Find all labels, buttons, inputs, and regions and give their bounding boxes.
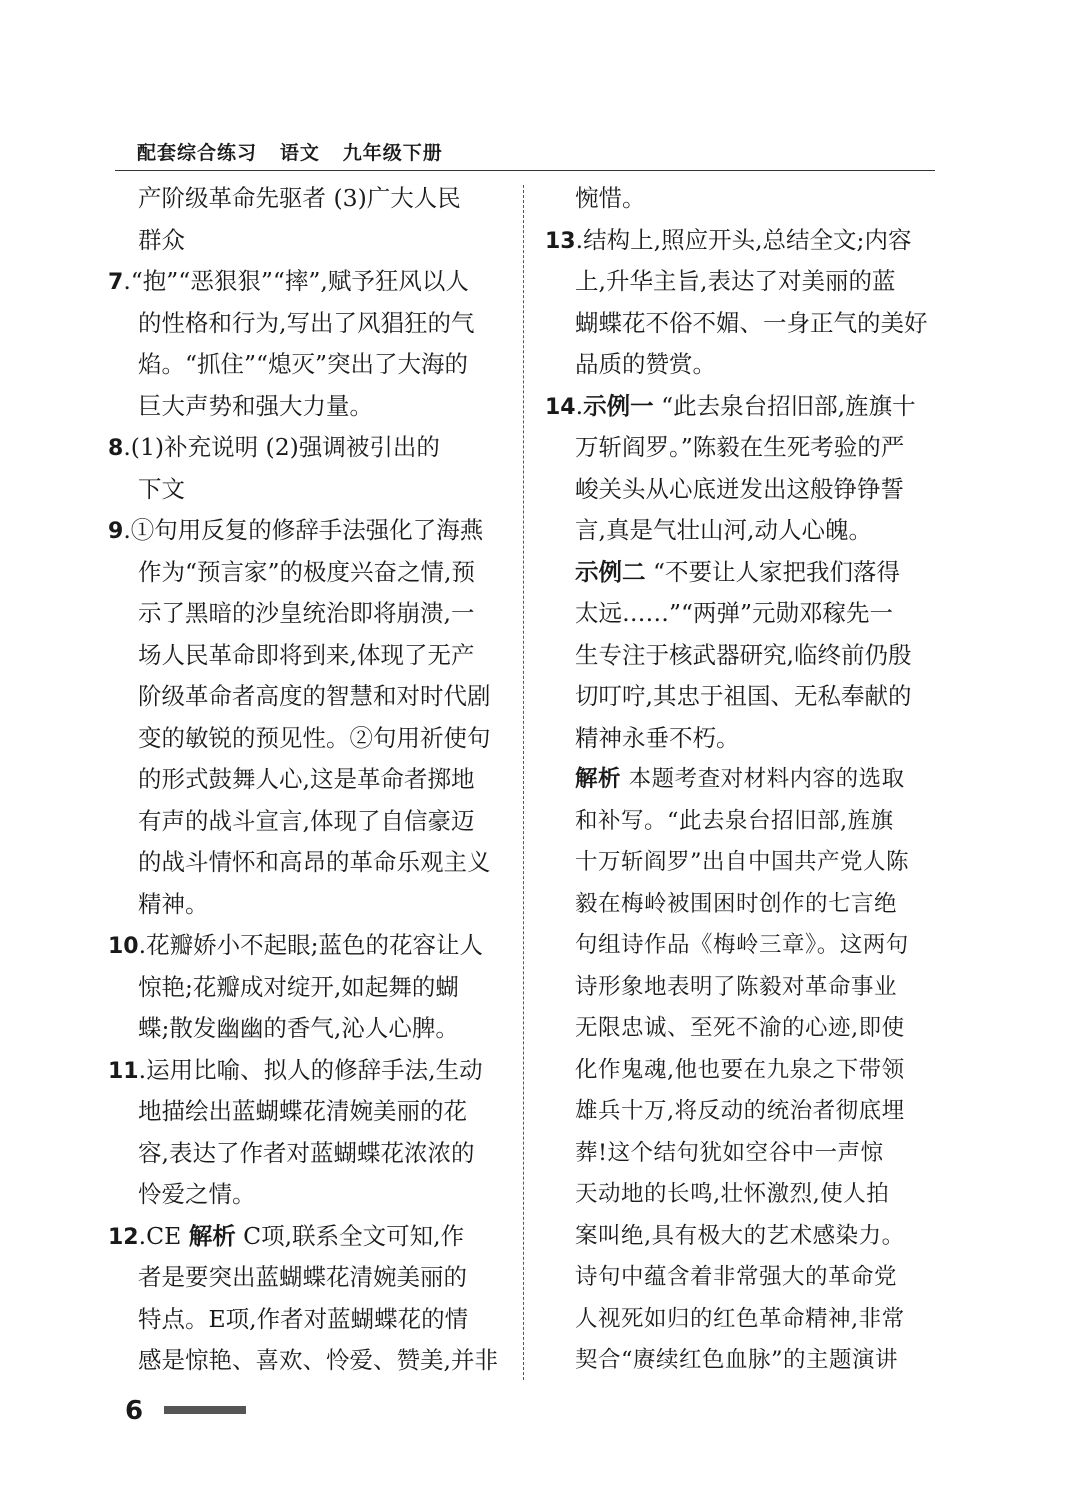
line-text: .运用比喻、拟人的修辞手法,生动 bbox=[138, 1055, 483, 1084]
label-bold: 解析 bbox=[575, 766, 622, 792]
line-text: 上,升华主旨,表达了对美丽的蓝 bbox=[575, 267, 896, 295]
line-text: 契合“赓续红色血脉”的主题演讲 bbox=[575, 1347, 899, 1373]
line-text: 毅在梅岭被围困时创作的七言绝 bbox=[575, 890, 898, 917]
line-text-rest: 本题考查对材料内容的选取 bbox=[621, 766, 905, 792]
line-text: 诗句中蕴含着非常强大的革命党 bbox=[575, 1264, 898, 1290]
question-number: 9 bbox=[108, 519, 124, 544]
text-line bbox=[108, 967, 508, 1009]
text-line bbox=[545, 261, 945, 303]
line-text: .(1)补充说明 (2)强调被引出的 bbox=[123, 433, 440, 461]
line-text: 人视死如归的红色革命精神,非常 bbox=[575, 1305, 905, 1332]
line-text: 场人民革命即将到来,体现了无产 bbox=[138, 640, 475, 669]
line-text: .结构上,照应开头,总结全文;内容 bbox=[575, 225, 912, 254]
line-text: 精神。 bbox=[138, 889, 209, 918]
line-text: 万斩阎罗。”陈毅在生死考验的严 bbox=[575, 433, 905, 461]
text-line bbox=[108, 1133, 508, 1175]
text-line bbox=[108, 1008, 508, 1050]
text-line bbox=[545, 510, 945, 552]
left-column bbox=[108, 178, 508, 1382]
text-line bbox=[108, 1257, 508, 1299]
text-line bbox=[108, 1340, 508, 1382]
text-line bbox=[108, 1299, 508, 1341]
line-text: 变的敏锐的预见性。②句用祈使句 bbox=[138, 723, 491, 752]
line-text: 的形式鼓舞人心,这是革命者掷地 bbox=[138, 765, 475, 793]
text-line bbox=[545, 593, 945, 635]
line-text: 品质的赞赏。 bbox=[575, 350, 716, 378]
line-text: .“抱”“恶狠狠”“摔”,赋予狂风以人 bbox=[123, 267, 469, 295]
line-text: 阶级革命者高度的智慧和对时代剧 bbox=[138, 682, 491, 710]
line-text: 生专注于核武器研究,临终前仍殷 bbox=[575, 640, 912, 669]
text-line bbox=[545, 427, 945, 469]
line-text: 特点。E项,作者对蓝蝴蝶花的情 bbox=[138, 1304, 469, 1333]
text-line bbox=[545, 718, 945, 760]
text-line bbox=[108, 1174, 508, 1216]
text-line bbox=[108, 1216, 508, 1258]
line-text: 切叮咛,其忠于祖国、无私奉献的 bbox=[575, 682, 912, 710]
text-line bbox=[108, 718, 508, 760]
line-text: 产阶级革命先驱者 (3)广大人民 bbox=[138, 184, 461, 212]
line-text: 太远……”“两弹”元勋邓稼先一 bbox=[575, 599, 894, 627]
line-text: 焰。“抓住”“熄灭”突出了大海的 bbox=[138, 350, 469, 378]
question-number: 8 bbox=[108, 436, 124, 461]
question-number: 12 bbox=[108, 1224, 139, 1250]
line-text: 蝶;散发幽幽的香气,沁人心脾。 bbox=[138, 1014, 459, 1042]
line-text: .花瓣娇小不起眼;蓝色的花容让人 bbox=[138, 931, 484, 959]
line-text: 惋惜。 bbox=[575, 184, 646, 212]
text-line bbox=[545, 1216, 945, 1258]
line-text: 感是惊艳、喜欢、怜爱、赞美,并非 bbox=[138, 1346, 498, 1374]
text-line bbox=[545, 1091, 945, 1133]
text-line bbox=[545, 1174, 945, 1216]
text-line bbox=[545, 759, 945, 801]
text-line bbox=[545, 303, 945, 345]
text-line bbox=[545, 925, 945, 967]
text-line bbox=[545, 1340, 945, 1382]
line-text: 地描绘出蓝蝴蝶花清婉美丽的花 bbox=[138, 1097, 467, 1125]
line-text: 精神永垂不朽。 bbox=[575, 723, 740, 752]
line-text: 惊艳;花瓣成对绽开,如起舞的蝴 bbox=[138, 972, 459, 1001]
text-line bbox=[108, 801, 508, 843]
text-line bbox=[108, 552, 508, 594]
line-text: 的性格和行为,写出了风猖狂的气 bbox=[138, 308, 475, 337]
text-line bbox=[108, 1091, 508, 1133]
label-bold: 示例二 bbox=[575, 557, 646, 586]
text-line bbox=[108, 510, 508, 552]
text-line bbox=[545, 1008, 945, 1050]
line-text: 峻关头从心底迸发出这般铮铮誓 bbox=[575, 474, 904, 503]
text-line bbox=[545, 386, 945, 428]
text-line bbox=[108, 178, 508, 220]
line-text: 天动地的长鸣,壮怀激烈,使人拍 bbox=[575, 1181, 890, 1207]
text-line bbox=[545, 1133, 945, 1175]
text-line bbox=[108, 635, 508, 677]
line-text: .①句用反复的修辞手法强化了海燕 bbox=[123, 516, 484, 544]
question-number: 11 bbox=[108, 1058, 139, 1084]
text-line bbox=[108, 469, 508, 511]
text-line bbox=[108, 344, 508, 386]
line-text: 言,真是气壮山河,动人心魄。 bbox=[575, 516, 872, 544]
text-line bbox=[545, 967, 945, 1009]
line-text: .CE bbox=[138, 1221, 189, 1250]
text-line bbox=[545, 635, 945, 677]
text-line bbox=[545, 1299, 945, 1341]
line-text: 十万斩阎罗”出自中国共产党人陈 bbox=[575, 849, 910, 875]
text-line bbox=[108, 925, 508, 967]
text-line bbox=[108, 1050, 508, 1092]
line-text: 和补写。“此去泉台招旧部,旌旗 bbox=[575, 807, 894, 834]
line-text: 者是要突出蓝蝴蝶花清婉美丽的 bbox=[138, 1263, 467, 1291]
line-text: 句组诗作品《梅岭三章》。这两句 bbox=[575, 932, 909, 958]
text-line bbox=[545, 676, 945, 718]
line-text-rest: “不要让人家把我们落得 bbox=[645, 557, 900, 586]
label-bold: 解析 bbox=[188, 1221, 236, 1250]
line-text: 示了黑暗的沙皇统治即将崩溃,一 bbox=[138, 599, 475, 627]
line-text: 作为“预言家”的极度兴奋之情,预 bbox=[138, 557, 475, 586]
right-column bbox=[545, 178, 945, 1382]
line-text: 无限忠诚、至死不渝的心迹,即使 bbox=[575, 1015, 905, 1041]
line-text: 的战斗情怀和高昂的革命乐观主义 bbox=[138, 848, 491, 876]
text-line bbox=[545, 842, 945, 884]
line-text: 怜爱之情。 bbox=[138, 1180, 256, 1208]
text-line bbox=[545, 1050, 945, 1092]
page-header bbox=[115, 140, 935, 171]
text-line bbox=[108, 759, 508, 801]
question-number: 7 bbox=[108, 270, 124, 295]
text-line bbox=[108, 220, 508, 262]
line-text: 容,表达了作者对蓝蝴蝶花浓浓的 bbox=[138, 1138, 475, 1167]
question-number: 10 bbox=[108, 934, 139, 959]
text-line bbox=[108, 842, 508, 884]
text-line bbox=[545, 220, 945, 262]
line-text: 化作鬼魂,他也要在九泉之下带领 bbox=[575, 1056, 905, 1083]
text-line bbox=[545, 884, 945, 926]
text-line bbox=[545, 801, 945, 843]
line-text: 诗形象地表明了陈毅对革命事业 bbox=[575, 973, 898, 1000]
line-text: 下文 bbox=[138, 474, 185, 503]
text-line bbox=[545, 469, 945, 511]
line-text-rest: C项,联系全文可知,作 bbox=[235, 1221, 465, 1250]
text-line bbox=[545, 1257, 945, 1299]
line-text: 雄兵十万,将反动的统治者彻底埋 bbox=[575, 1098, 905, 1124]
text-line bbox=[545, 178, 945, 220]
text-line bbox=[545, 344, 945, 386]
page-number: 6 bbox=[125, 1396, 144, 1426]
text-line bbox=[108, 386, 508, 428]
label-bold: 示例一 bbox=[583, 391, 654, 420]
text-line bbox=[108, 261, 508, 303]
line-text: 巨大声势和强大力量。 bbox=[138, 391, 373, 420]
question-number: 14 bbox=[545, 394, 576, 420]
column-divider bbox=[523, 185, 524, 1380]
text-line bbox=[545, 552, 945, 594]
text-line bbox=[108, 676, 508, 718]
line-text: 群众 bbox=[138, 225, 185, 254]
line-text: 葬!这个结句犹如空谷中一声惊 bbox=[575, 1139, 884, 1166]
footer-bar bbox=[164, 1406, 246, 1414]
question-number: 13 bbox=[545, 228, 576, 254]
line-text: . bbox=[575, 391, 584, 420]
header-title: 配套综合练习 语文 九年级下册 bbox=[137, 142, 443, 164]
text-line bbox=[108, 303, 508, 345]
line-text: 蝴蝶花不俗不媚、一身正气的美好 bbox=[575, 308, 928, 337]
text-line bbox=[108, 427, 508, 469]
text-line bbox=[108, 593, 508, 635]
line-text: 有声的战斗宣言,体现了自信豪迈 bbox=[138, 806, 475, 835]
text-line bbox=[108, 884, 508, 926]
line-text: 案叫绝,具有极大的艺术感染力。 bbox=[575, 1222, 905, 1249]
line-text-rest: “此去泉台招旧部,旌旗十 bbox=[653, 391, 916, 420]
